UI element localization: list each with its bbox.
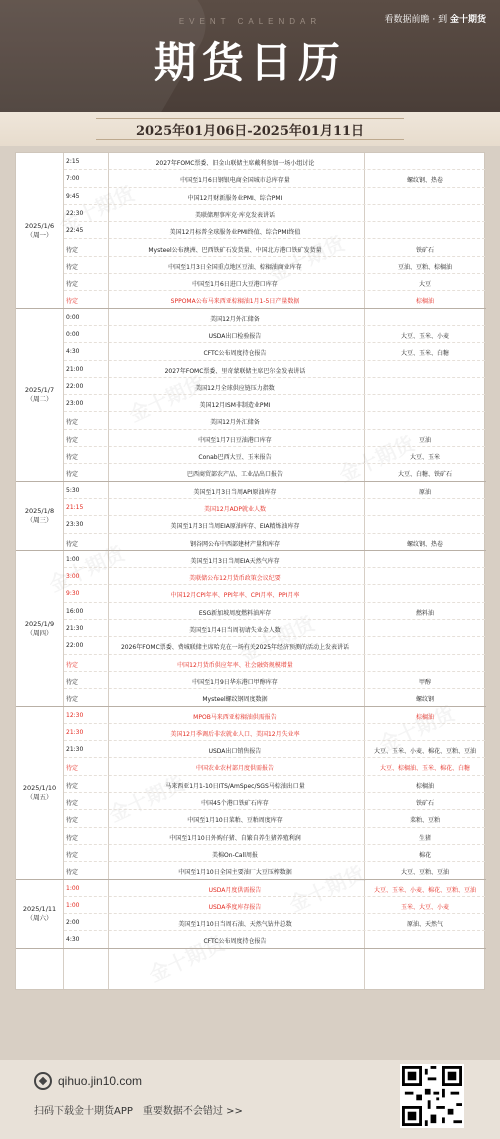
table-row[interactable]: [64, 309, 485, 326]
date-range-text: 2025年01月06日-2025年01月11日: [135, 124, 365, 139]
event-name: 美棉On-Call周报: [212, 851, 258, 859]
table-row[interactable]: [64, 655, 485, 672]
event-name: 美国至1月3日当周EIA天然气库存: [190, 557, 280, 565]
day-weekday: （周六）: [26, 914, 53, 923]
event-name: 美联储理事库克·库克发表讲话: [195, 211, 275, 219]
event-time: 22:00: [66, 382, 84, 390]
day-label: [16, 905, 63, 923]
related-assets: 豆油: [418, 436, 431, 444]
related-assets: 大豆、玉米、白糖: [400, 350, 449, 358]
event-time: 2:15: [66, 158, 80, 165]
day-label: [16, 386, 63, 404]
event-name: USDA出口检验报告: [208, 332, 262, 340]
day-block: [16, 153, 486, 309]
event-time: 9:45: [66, 192, 80, 200]
event-time: 待定: [66, 263, 79, 271]
table-row[interactable]: [64, 395, 485, 412]
related-assets: 大豆、玉米、小麦、棉花、豆粕、豆油: [373, 748, 476, 756]
event-time: 待定: [66, 246, 79, 254]
related-assets: 大豆: [418, 281, 431, 289]
table-row[interactable]: [64, 430, 485, 447]
event-name: 中国至1月9日华东港口甲醇库存: [192, 678, 278, 686]
day-date: 2025/1/6: [24, 221, 55, 230]
table-row[interactable]: [64, 222, 485, 239]
event-time: 22:00: [66, 642, 84, 650]
event-time: 2:00: [66, 919, 80, 927]
day-date: 2025/1/9: [24, 619, 55, 628]
related-assets: 原油、天然气: [406, 921, 443, 929]
day-weekday: （周三）: [26, 516, 53, 525]
related-assets: 棕榈油: [415, 298, 434, 306]
table-row[interactable]: [64, 724, 485, 741]
day-weekday: （周二）: [26, 395, 53, 404]
date-range-bar: [0, 112, 500, 146]
day-block: [16, 551, 486, 707]
event-name: USDA月度供需报告: [208, 886, 262, 894]
event-time: 4:30: [66, 348, 80, 356]
event-name: CFTC公布周度持仓报告: [203, 350, 267, 358]
event-time: 3:00: [66, 573, 80, 581]
table-row[interactable]: [64, 326, 485, 343]
event-time: 21:15: [66, 503, 84, 511]
related-assets: 螺纹钢、热卷: [406, 540, 443, 548]
table-row[interactable]: [64, 828, 485, 845]
event-time: 待定: [66, 298, 79, 306]
event-name: Conab巴西大豆、玉米报告: [198, 454, 272, 462]
event-time: 21:30: [66, 728, 84, 736]
event-time: 9:30: [66, 590, 80, 598]
table-row[interactable]: [64, 897, 485, 914]
event-name: 2026年FOMC票委、费城联储主席哈克在一场有关2025年经济预测的活动上发表讲话: [120, 644, 350, 652]
related-assets: 大豆、豆粕、豆油: [400, 869, 449, 877]
page-title: 期货日历: [153, 38, 346, 87]
event-name: CFTC公布周度持仓报告: [203, 938, 267, 946]
event-time: 22:45: [66, 227, 84, 235]
day-date: 2025/1/7: [24, 386, 55, 395]
event-name: 马来西亚1月1-10日ITS/AmSpec/SGS马棕油出口量: [165, 782, 305, 790]
header-subtitle-en: EVENT CALENDAR: [178, 17, 322, 26]
day-block: [16, 309, 486, 482]
related-assets: 铁矿石: [415, 800, 434, 808]
table-row[interactable]: [64, 447, 485, 464]
event-name: 美国12月季调后非农就业人口、美国12月失业率: [170, 730, 300, 738]
related-assets: 大豆、玉米、小麦: [400, 332, 449, 340]
table-row[interactable]: [64, 534, 485, 551]
event-name: 中国45个港口铁矿石库存: [201, 800, 269, 808]
event-time: 待定: [66, 817, 79, 825]
promo-brand: 金十期货: [449, 15, 486, 25]
event-name: Mysteel螺纹钢周度数据: [202, 696, 268, 704]
event-name: 中国12月货币供应年率、社会融资规模增量: [177, 661, 293, 669]
table-row[interactable]: [64, 170, 485, 187]
event-name: 美国至1月3日当周EIA原油库存、EIA精炼油库存: [170, 523, 300, 531]
footer-site-url[interactable]: qihuo.jin10.com: [58, 1074, 143, 1088]
related-assets: 玉米、大豆、小麦: [400, 903, 449, 911]
day-weekday: （周一）: [26, 230, 53, 239]
event-time: 0:00: [66, 313, 80, 321]
event-name: 中国12月财新服务业PMI、综合PMI: [187, 194, 283, 202]
event-time: 5:30: [66, 486, 80, 494]
event-time: 待定: [66, 869, 79, 877]
table-row[interactable]: [64, 637, 485, 654]
event-name: 中国至1月10日全国主要油厂大豆压榨数据: [178, 869, 292, 877]
table-row[interactable]: [64, 482, 485, 499]
table-row[interactable]: [64, 551, 485, 568]
event-name: MPOB马来西亚棕榈油供需报告: [193, 713, 277, 721]
event-time: 待定: [66, 436, 79, 444]
event-time: 21:30: [66, 746, 84, 754]
event-time: 待定: [66, 454, 79, 462]
day-date: 2025/1/8: [24, 507, 55, 516]
related-assets: 大豆、玉米、小麦、棉花、豆粕、豆油: [373, 886, 476, 894]
table-row[interactable]: [64, 240, 485, 257]
event-time: 21:00: [66, 365, 84, 373]
table-row[interactable]: [64, 205, 485, 222]
table-row[interactable]: [64, 793, 485, 810]
table-row[interactable]: [64, 499, 485, 516]
event-name: 中国至1月6日钢银电商全国城市总库存量: [180, 177, 290, 185]
related-assets: 棕榈油: [415, 782, 434, 790]
event-name: 中国农业农村部月度供需报告: [195, 765, 274, 773]
table-row[interactable]: [64, 689, 485, 706]
day-label: [16, 222, 63, 240]
header-banner: [0, 0, 500, 112]
event-time: 23:30: [66, 521, 84, 529]
calendar-table: [15, 152, 485, 990]
table-row[interactable]: [64, 880, 485, 897]
event-name: 中国至1月10日外购仔猪、自繁自养生猪养殖利润: [169, 834, 301, 842]
event-time: 1:00: [66, 901, 80, 909]
event-time: 4:30: [66, 936, 80, 944]
event-name: ESG新加坡周度燃料油库存: [198, 609, 272, 617]
table-row[interactable]: [64, 810, 485, 827]
event-time: 待定: [66, 661, 79, 669]
event-name: 美国12月ISM非制造业PMI: [199, 402, 271, 410]
event-name: 美国至1月4日当周初请失业金人数: [189, 627, 281, 635]
table-row[interactable]: [64, 620, 485, 637]
event-time: 待定: [66, 471, 79, 479]
table-row[interactable]: [64, 274, 485, 291]
event-name: 中国至1月7日豆油港口库存: [198, 436, 272, 444]
related-assets: 生猪: [418, 834, 431, 842]
event-time: 12:30: [66, 711, 84, 719]
event-name: 钢谷网公布中西部建材产量和库存: [189, 540, 280, 548]
event-name: SPPOMA公布马来西亚棕榈油1月1-5日产量数据: [170, 298, 300, 306]
table-row[interactable]: [64, 188, 485, 205]
event-time: 待定: [66, 834, 79, 842]
table-row[interactable]: [64, 412, 485, 429]
event-name: 2027年FOMC票委、旧金山联储主席戴利参加一场小组讨论: [155, 160, 315, 167]
day-label: [16, 620, 63, 638]
related-assets: 菜粕、豆粕: [409, 817, 440, 825]
related-assets: 甲醇: [418, 678, 431, 686]
event-time: 0:00: [66, 330, 80, 338]
event-name: 中国至1月6日进口大豆港口库存: [192, 281, 278, 289]
table-row[interactable]: [64, 153, 485, 170]
table-row[interactable]: [64, 257, 485, 274]
table-row[interactable]: [64, 291, 485, 308]
day-block: [16, 707, 486, 880]
table-row[interactable]: [64, 603, 485, 620]
event-time: 待定: [66, 696, 79, 704]
day-date: 2025/1/10: [22, 784, 57, 793]
table-row[interactable]: [64, 464, 485, 481]
event-name: 美国12月标普全球服务业PMI终值、综合PMI终值: [169, 229, 301, 237]
related-assets: 豆油、豆粕、棕榈油: [397, 263, 452, 271]
table-row[interactable]: [64, 585, 485, 602]
event-time: 1:00: [66, 555, 80, 563]
related-assets: 大豆、白糖、铁矿石: [397, 471, 452, 479]
event-time: 22:30: [66, 209, 84, 217]
footer: [0, 1060, 500, 1139]
day-label: [16, 784, 63, 802]
footer-slogan[interactable]: 扫码下载金十期货APP 重要数据不会错过 >>: [34, 1106, 243, 1117]
day-weekday: （周五）: [26, 793, 53, 802]
event-name: 美国至1月10日当周石油、天然气钻井总数: [178, 921, 292, 929]
table-row[interactable]: [64, 931, 485, 948]
related-assets: 螺纹钢、热卷: [406, 177, 443, 185]
event-time: 16:00: [66, 607, 84, 615]
related-assets: 大豆、棕榈油、玉米、棉花、白糖: [379, 765, 470, 773]
related-assets: 螺纹钢: [415, 696, 434, 704]
related-assets: 原油: [418, 488, 431, 496]
table-row[interactable]: [64, 378, 485, 395]
event-name: 2027年FOMC票委、里奇蒙联储主席巴尔金发表讲话: [164, 367, 306, 375]
event-name: 美国12月全球供应链压力指数: [195, 384, 275, 392]
brand-logo-icon: [34, 1072, 52, 1090]
event-time: 23:00: [66, 400, 84, 408]
event-name: Mysteel公布澳洲、巴西铁矿石发货量、中国北方港口铁矿发货量: [148, 246, 322, 254]
table-row[interactable]: [64, 845, 485, 862]
related-assets: 棉花: [418, 851, 431, 859]
event-name: 中国至1月3日全国重点地区豆油、棕榈油商业库存: [168, 263, 302, 271]
day-weekday: （周四）: [26, 628, 53, 637]
event-name: 巴西商贸部农产品、工业品出口报告: [186, 471, 283, 479]
qr-code-icon[interactable]: [400, 1064, 464, 1128]
event-name: USDA季度库存报告: [208, 903, 262, 911]
table-row[interactable]: [64, 707, 485, 724]
day-label: [16, 507, 63, 525]
table-row[interactable]: [64, 343, 485, 360]
event-time: 待定: [66, 765, 79, 773]
event-name: 美国12月外汇储备: [210, 315, 260, 323]
table-row[interactable]: [64, 862, 485, 879]
event-name: 美国至1月3日当周API原油库存: [193, 488, 277, 496]
day-date: 2025/1/11: [22, 905, 57, 914]
related-assets: 大豆、玉米: [409, 454, 440, 462]
event-time: 21:30: [66, 625, 84, 633]
related-assets: 棕榈油: [415, 713, 434, 721]
event-time: 待定: [66, 782, 79, 790]
table-row[interactable]: [64, 758, 485, 775]
event-name: 美国12月外汇储备: [210, 419, 260, 427]
table-row[interactable]: [64, 914, 485, 931]
table-row[interactable]: [64, 568, 485, 585]
table-row[interactable]: [64, 741, 485, 758]
day-block: [16, 482, 486, 551]
event-time: 待定: [66, 540, 79, 548]
event-time: 待定: [66, 851, 79, 859]
table-row[interactable]: [64, 672, 485, 689]
event-time: 7:00: [66, 175, 80, 183]
event-name: 美联储公布12月货币政策会议纪要: [189, 575, 281, 583]
related-assets: 铁矿石: [415, 246, 434, 254]
event-time: 待定: [66, 800, 79, 808]
table-row[interactable]: [64, 776, 485, 793]
event-time: 待定: [66, 419, 79, 427]
related-assets: 燃料油: [415, 609, 434, 617]
event-name: USDA出口销售报告: [208, 748, 262, 756]
event-name: 中国12月CPI年率、PPI年率、CPI月率、PPI月率: [170, 592, 300, 600]
event-time: 待定: [66, 678, 79, 686]
promo-prefix: 看数据前瞻 · 到: [384, 15, 448, 25]
event-time: 待定: [66, 281, 79, 289]
table-row[interactable]: [64, 516, 485, 533]
day-block: [16, 880, 486, 949]
event-name: 美国12月ADP就业人数: [204, 505, 266, 513]
event-time: 1:00: [66, 884, 80, 892]
event-name: 中国至1月10日菜粕、豆粕周度库存: [187, 817, 283, 825]
table-row[interactable]: [64, 361, 485, 378]
